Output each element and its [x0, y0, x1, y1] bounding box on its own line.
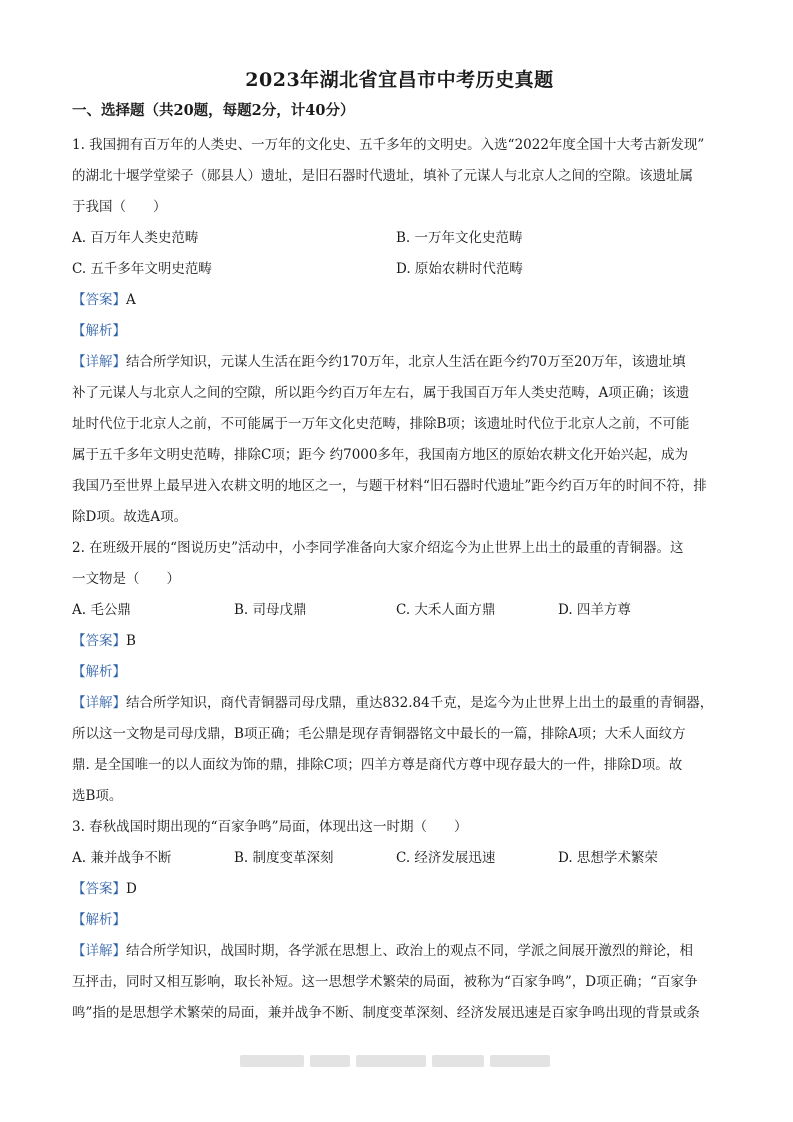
detail-line: 互抨击，同时又相互影响，取长补短。这一思想学术繁荣的局面，被称为“百家争鸣”，D项正确；“百家争 — [72, 974, 698, 990]
answer-line — [72, 626, 727, 657]
question-stem-line: 2. 在班级开展的“图说历史”活动中，小李同学准备向大家介绍迄今为止世界上出土的最重的青铜器。这 — [72, 540, 684, 556]
question-stem-line: 3. 春秋战国时期出现的“百家争鸣”局面，体现出这一时期（ ） — [72, 819, 468, 835]
answer-line — [72, 285, 727, 316]
answer-line — [72, 874, 727, 905]
option-c: C. 大禾人面方鼎 — [396, 602, 496, 618]
detail-line: 鸣”指的是思想学术繁荣的局面，兼并战争不断、制度变革深刻、经济发展迅速是百家争鸣出现的背景或条 — [72, 1005, 700, 1021]
option-d: D. 四羊方尊 — [558, 602, 631, 618]
watermark-block — [240, 1055, 304, 1067]
detail-line: 我国乃至世界上最早进入农耕文明的地区之一，与题干材料“旧石器时代遗址”距今约百万年的时间不符，排 — [72, 478, 707, 494]
detail-text: 结合所学知识，商代青铜器司母戊鼎，重达832.84千克，是迄今为止世界上出土的最重的青铜器， — [126, 695, 714, 711]
option-a: A. 兼并战争不断 — [72, 850, 172, 866]
option-c: C. 五千多年文明史范畴 — [72, 261, 212, 277]
option-b: B. 制度变革深刻 — [234, 850, 334, 866]
answer-tag: 【答案】 — [72, 292, 126, 308]
option-a: A. 百万年人类史范畴 — [72, 230, 199, 246]
answer-value: A — [126, 292, 136, 308]
question-2 — [72, 533, 727, 812]
question-1 — [72, 130, 727, 533]
option-b: B. 司母戊鼎 — [234, 602, 307, 618]
blurred-watermark — [240, 1054, 556, 1068]
option-b: B. 一万年文化史范畴 — [396, 230, 523, 246]
watermark-block — [490, 1055, 550, 1067]
detail-line — [72, 347, 727, 378]
question-stem-line: 的湖北十堰学堂梁子（郧县人）遗址，是旧石器时代遗址，填补了元谋人与北京人之间的空隙。该遗址属 — [72, 168, 693, 184]
detail-line: 所以这一文物是司母戊鼎，B项正确；毛公鼎是现存青铜器铭文中最长的一篇，排除A项；大禾人面纹方 — [72, 726, 686, 742]
detail-text: 结合所学知识，元谋人生活在距今约170万年，北京人生活在距今约70万至20万年，该遗址填 — [126, 354, 686, 370]
option-d: D. 原始农耕时代范畴 — [396, 261, 523, 277]
watermark-block — [432, 1055, 484, 1067]
detail-tag: 【详解】 — [72, 354, 126, 370]
answer-value: B — [126, 633, 136, 649]
page-title: 2023年湖北省宜昌市中考历史真题 — [245, 69, 554, 91]
detail-tag: 【详解】 — [72, 943, 126, 959]
options-row — [72, 254, 727, 285]
question-stem-line: 1. 我国拥有百万年的人类史、一万年的文化史、五千多年的文明史。入选“2022年度全国十大考古新发现” — [72, 137, 705, 153]
detail-line: 除D项。故选A项。 — [72, 509, 188, 525]
analysis-line — [72, 657, 727, 688]
detail-line: 址时代位于北京人之前，不可能属于一万年文化史范畴，排除B项；该遗址时代位于北京人之前，不可能 — [72, 416, 690, 432]
detail-line — [72, 936, 727, 967]
section-heading: 一、选择题（共20题，每题2分，计40分） — [72, 102, 355, 119]
answer-tag: 【答案】 — [72, 633, 126, 649]
detail-line: 补了元谋人与北京人之间的空隙，所以距今约百万年左右，属于我国百万年人类史范畴，A项正确；该遗 — [72, 385, 690, 401]
detail-line: 属于五千多年文明史范畴，排除C项；距今 约7000多年，我国南方地区的原始农耕文化开始兴起，成为 — [72, 447, 688, 463]
options-row — [72, 595, 727, 626]
option-a: A. 毛公鼎 — [72, 602, 131, 618]
analysis-line — [72, 316, 727, 347]
answer-value: D — [126, 881, 137, 897]
options-row — [72, 223, 727, 254]
analysis-tag: 【解析】 — [72, 664, 126, 680]
detail-line: 选B项。 — [72, 788, 123, 804]
analysis-line — [72, 905, 727, 936]
question-stem-line: 一文物是（ ） — [72, 571, 180, 587]
detail-line: 鼎. 是全国唯一的以人面纹为饰的鼎，排除C项；四羊方尊是商代方尊中现存最大的一件，排除D项。故 — [72, 757, 683, 773]
question-3 — [72, 812, 727, 1029]
detail-tag: 【详解】 — [72, 695, 126, 711]
watermark-block — [356, 1055, 426, 1067]
question-stem-line: 于我国（ ） — [72, 199, 167, 215]
option-d: D. 思想学术繁荣 — [558, 850, 658, 866]
option-c: C. 经济发展迅速 — [396, 850, 496, 866]
options-row — [72, 843, 727, 874]
watermark-block — [310, 1055, 350, 1067]
analysis-tag: 【解析】 — [72, 912, 126, 928]
detail-text: 结合所学知识，战国时期，各学派在思想上、政治上的观点不同，学派之间展开激烈的辩论，相 — [126, 943, 693, 959]
detail-line — [72, 688, 727, 719]
analysis-tag: 【解析】 — [72, 323, 126, 339]
answer-tag: 【答案】 — [72, 881, 126, 897]
